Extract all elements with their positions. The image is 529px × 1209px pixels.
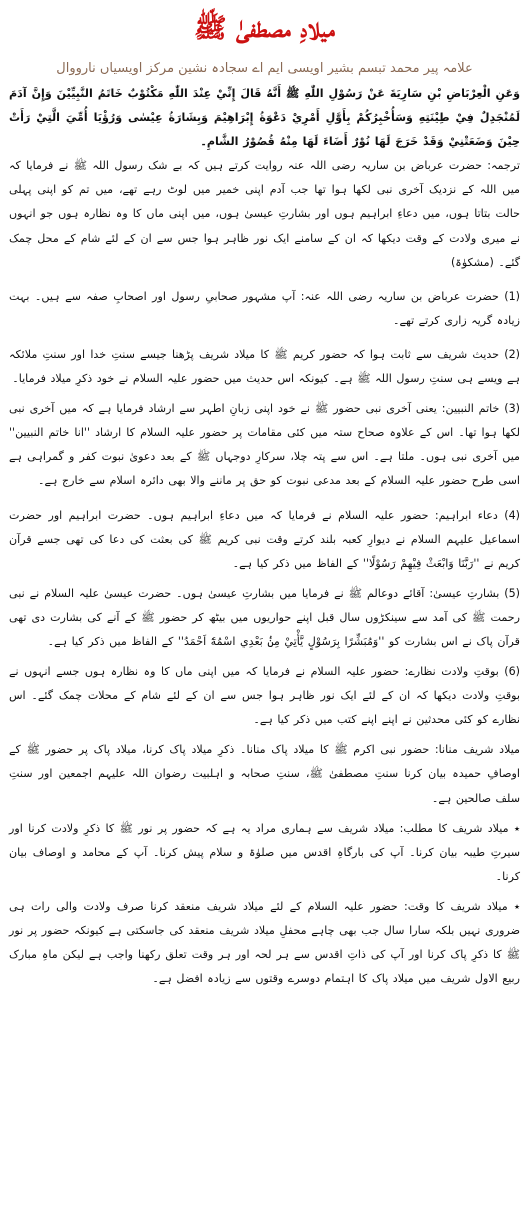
- paragraph-7: میلاد شریف منانا: حضور نبی اکرم ﷺ کا میلاد پاک منانا۔ ذکرِ میلاد پاک کرنا، میلاد پاک پر حضور ﷺ کے اوصافِ حمیدہ بیان کرنا سنتِ مصطفیٰ ﷺ، سنتِ صحابہ و اہلبیت رضوان اللہ علیہم اجمعین اور سنتِ سلف صالحین ہے۔: [9, 743, 520, 805]
- paragraph-9: ٭ میلاد شریف کا وقت: حضور علیہ السلام کے لئے میلاد شریف منعقد کرنا صرف ولادت والی رات ہی ضروری نہیں بلکہ سارا سال جب بھی چاہے محفلِ میلاد شریف منعقد کی جاسکتی ہے کیونکہ حضور پر نور ﷺ کا ذکرِ پاک کرنا اور آپ کی ذاتِ اقدس سے ہر لحہ اور ہر وقت تعلق رکھنا واجب ہے لیکن ماہِ مبارک ربیع الاول شریف میں میلاد پاک کا اہتمام دوسرے وقتوں سے زیادہ افضل ہے۔: [9, 899, 520, 986]
- paragraph-gap: [9, 494, 520, 504]
- page-title: میلادِ مصطفیٰ ﷺ: [193, 13, 336, 44]
- paragraph-gap: [9, 333, 520, 343]
- paragraph-gap: [9, 275, 520, 285]
- paragraph-2: (2) حدیث شریف سے ثابت ہوا کہ حضور کریم ﷺ کا میلاد شریف پڑھنا جیسے سنتِ خدا اور سنتِ ملائکہ ہے ویسے ہی سنتِ رسول اللہ ﷺ ہے۔ کیونکہ اس حدیث میں حضور علیہ السلام نے خود ذکرِ میلاد فرمایا۔: [9, 347, 520, 386]
- paragraph-4: (4) دعاء ابراہیم: حضور علیہ السلام نے فرمایا کہ میں دعاءِ ابراہیم ہوں۔ حضرت ابراہیم اور حضرت اسماعیل علیہم السلام نے دیوارِ کعبہ بلند کرتے وقت نبی کریم ﷺ کی بعثت کی دعا کی تھی جسے قرآن کریم نے ''رَبَّنَا وَابْعَثْ فِيْهِمْ رَسُوْلًا'' کے الفاظ میں ذکر کیا ہے۔: [9, 508, 520, 570]
- paragraph-6: (6) بوقتِ ولادت نظارے: حضور علیہ السلام نے فرمایا کہ میں اپنی ماں کا وہ نظارہ ہوں جسے انہوں نے بوقتِ ولادت دیکھا کہ ان کے لئے ایک نور ظاہر ہوا جس سے ان کے لئے شام کے محلات چمک گئے۔ اس نظارے کو کئی محدثین نے اپنے اپنے کتب میں ذکر کیا ہے۔: [9, 665, 520, 727]
- paragraph-1: (1) حضرت عرباض بن ساریہ رضی اللہ عنہ: آپ مشہور صحابیِ رسول اور اصحابِ صفہ سے ہیں۔ بہت زیادہ گریہ زاری کرتے تھے۔: [9, 289, 520, 327]
- hadith-arabic-text: وَعَنِ الْعِرْبَاضِ بْنِ سَارِيَةَ عَنْ رَسُوْلِ اللّٰهِ ﷺ أَنَّهُ قَالَ إِنِّيْ عِنْدَ اللّٰهِ مَكْتُوْبٌ خَاتَمُ النَّبِيِّيْنَ وَإِنَّ آدَمَ لَمُنْجَدِلٌ فِيْ طِيْنَتِهِ وَسَأُخْبِرُكُمْ بِأَوَّلِ أَمْرِيْ دَعْوَةُ إِبْرَاهِيْمَ وَبِشَارَةُ عِيْسٰى وَرُؤْيَا أُمِّيَ الَّتِيْ رَأَتْ حِيْنَ وَضَعَتْنِيْ وَقَدْ خَرَجَ لَهَا نُوْرٌ أَضَاءَ لَهَا مِنْهُ قُصُوْرُ الشَّامِ۔: [9, 87, 520, 149]
- paragraph-3: (3) خاتم النبیین: یعنی آخری نبی حضور ﷺ نے خود اپنی زبانِ اطہر سے ارشاد فرمایا ہے کہ میں آخری نبی لکھا ہوا تھا۔ اس کے علاوہ صحاح ستہ میں کئی مقامات پر حضور علیہ السلام کا ارشاد ''انا خاتم النبیین'' میں آخری نبی ہوں۔ ملتا ہے۔ اس سے پتہ چلا، سرکارِ دوجہاں ﷺ کے بعد دعویٰ نبوت کفر و گمراہی ہے اسی طرح حضور علیہ السلام کے بعد مدعی نبوت کو حق پر ماننے والا بھی دائرہ اسلام سے خارج ہے۔: [9, 402, 520, 488]
- title-block: [9, 4, 520, 58]
- author-line: علامہ پیر محمد تبسم بشیر اویسی ایم اے سجادہ نشین مرکز اویسیاں نارووال: [56, 61, 473, 76]
- paragraph-5: (5) بشارتِ عیسیٰ: آقائے دوعالم ﷺ نے فرمایا میں بشارتِ عیسیٰ ہوں۔ حضرت عیسیٰ علیہ السلام نے نبی رحمت ﷺ کی آمد سے سینکڑوں سال قبل اپنے حواریوں میں بیٹھ کر حضور ﷺ کے آنے کی بشارت دی تھی قرآن پاک نے اس بشارت کو ''وَمُبَشِّرًا بِرَسُوْلٍ يَّأْتِيْ مِنْۢ بَعْدِي اسْمُهٗٓ اَحْمَدُ'' کے الفاظ میں ذکر کیا ہے۔: [9, 586, 520, 648]
- translation-paragraph: ترجمہ: حضرت عرباض بن ساریہ رضی اللہ عنہ روایت کرتے ہیں کہ بے شک رسول اللہ ﷺ نے فرمایا کہ میں اللہ کے نزدیک آخری نبی لکھا ہوا تھا جب آدم اپنی خمیر میں لوٹ رہے تھے، میں تم کو اپنی پہلی حالت بتاتا ہوں، میں دعاءِ ابراہیم ہوں اور بشارتِ عیسیٰ ہوں، میں اپنی ماں کا وہ نظارہ ہوں جو انہوں نے میری ولادت کے وقت دیکھا کہ ان کے سامنے ایک نور ظاہر ہوا جس سے ان کے لئے شام کے محل چمک گئے۔ (مشکوٰۃ): [9, 159, 520, 269]
- paragraph-8: ٭ میلاد شریف کا مطلب: میلاد شریف سے ہماری مراد یہ ہے کہ حضور پر نور ﷺ کا ذکرِ ولادت کرنا اور سیرتِ طیبہ بیان کرنا۔ آپ کی بارگاہِ اقدس میں صلوٰۃ و سلام پیش کرنا۔ آپ کے محامد و اوصاف بیان کرنا۔: [9, 821, 520, 883]
